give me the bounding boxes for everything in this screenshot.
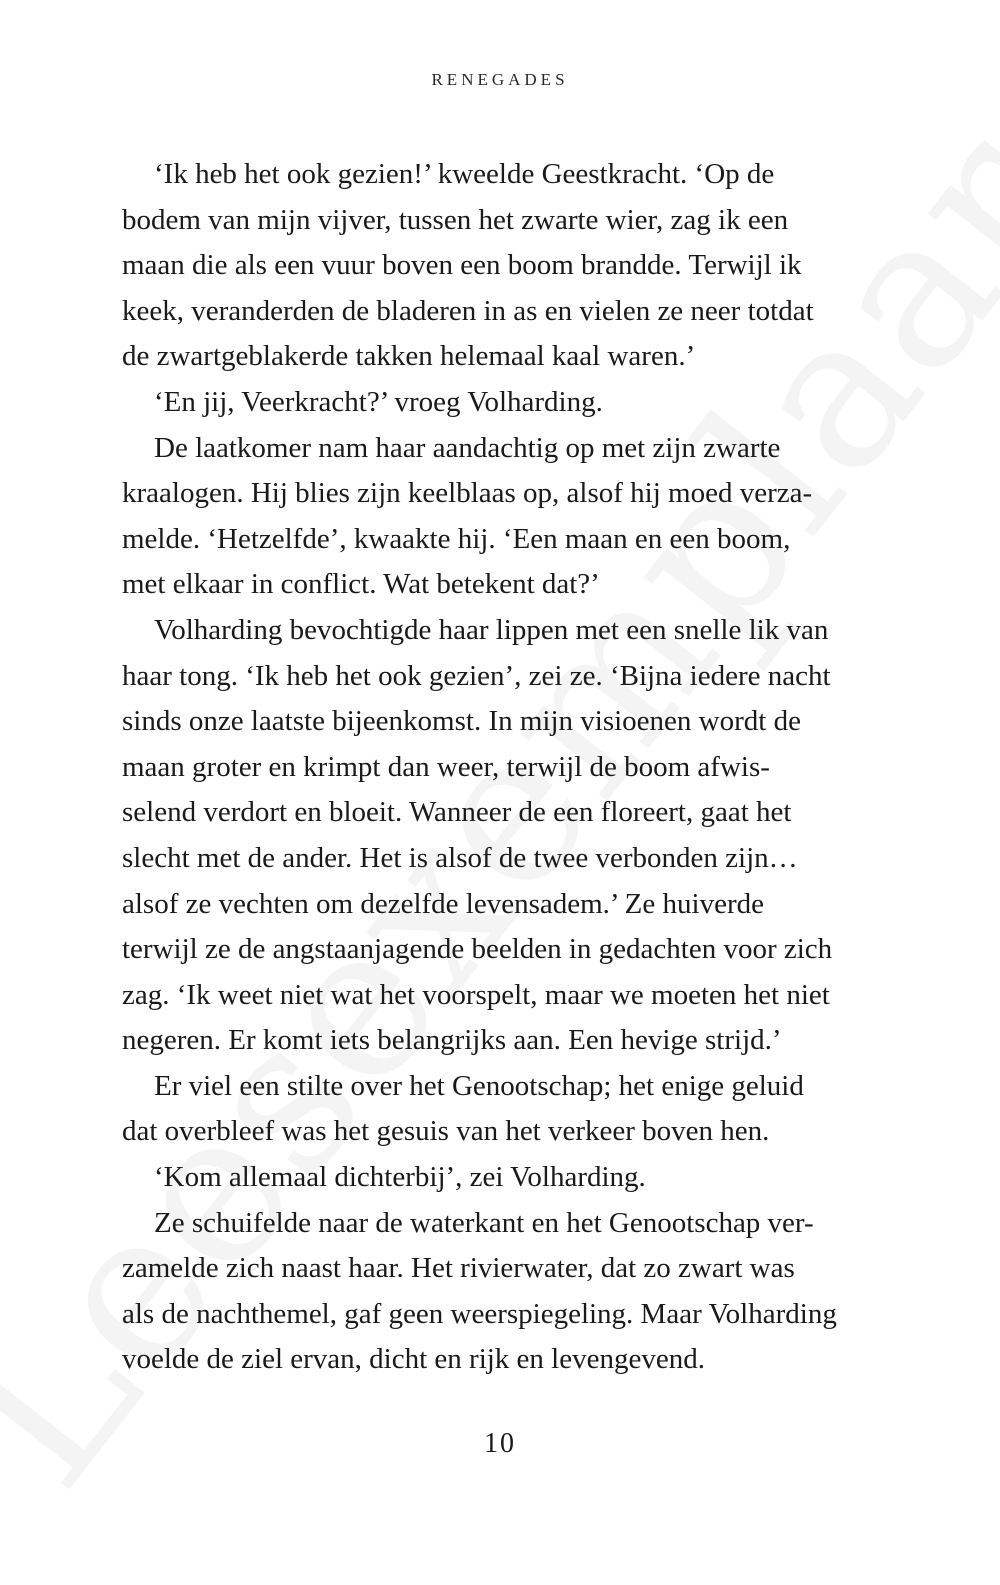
text-line: maan die als een vuur boven een boom brandde. Terwijl ik (122, 249, 802, 282)
text-line: slecht met de ander. Het is alsof de twee verbonden zijn… (122, 841, 798, 874)
text-line: ‘Kom allemaal dichterbij’, zei Volharding. (154, 1161, 646, 1194)
text-line: De laatkomer nam haar aandachtig op met zijn zwarte (154, 431, 781, 464)
text-line: keek, veranderden de bladeren in as en vielen ze neer totdat (122, 294, 814, 327)
text-line: de zwartgeblakerde takken helemaal kaal waren.’ (122, 340, 696, 373)
text-line: zag. ‘Ik weet niet wat het voorspelt, maar we moeten het niet (122, 978, 830, 1011)
text-line: bodem van mijn vijver, tussen het zwarte wier, zag ik een (122, 203, 789, 236)
text-line: kraalogen. Hij blies zijn keelblaas op, alsof hij moed verza- (122, 477, 813, 510)
text-line: terwijl ze de angstaanjagende beelden in gedachten voor zich (122, 933, 833, 966)
text-line: selend verdort en bloeit. Wanneer de een floreert, gaat het (122, 796, 792, 829)
text-line: als de nachthemel, gaf geen weerspiegeling. Maar Volharding (122, 1297, 837, 1330)
text-line: Ze schuifelde naar de waterkant en het Genootschap ver- (154, 1206, 814, 1239)
page-number: 10 (484, 1428, 516, 1459)
body-text (122, 152, 858, 1383)
text-line: Volharding bevochtigde haar lippen met een snelle lik van (154, 613, 829, 646)
text-line: ‘En jij, Veerkracht?’ vroeg Volharding. (154, 385, 603, 418)
text-line: ‘Ik heb het ook gezien!’ kweelde Geestkracht. ‘Op de (154, 158, 775, 190)
text-line: melde. ‘Hetzelfde’, kwaakte hij. ‘Een maan en een boom, (122, 522, 791, 555)
text-line: maan groter en krimpt dan weer, terwijl de boom afwis- (122, 750, 770, 783)
text-line: Er viel een stilte over het Genootschap; het enige geluid (154, 1069, 804, 1102)
text-line: dat overbleef was het gesuis van het verkeer boven hen. (122, 1115, 770, 1148)
running-head: RENEGADES (431, 70, 569, 89)
text-line: sinds onze laatste bijeenkomst. In mijn visioenen wordt de (122, 705, 801, 738)
text-line: met elkaar in conflict. Wat betekent dat?’ (122, 568, 600, 601)
text-line: voelde de ziel ervan, dicht en rijk en levengevend. (122, 1343, 705, 1376)
text-line: zamelde zich naast haar. Het rivierwater, dat zo zwart was (122, 1252, 795, 1285)
text-line: alsof ze vechten om dezelfde levensadem.’ Ze huiverde (122, 887, 764, 920)
text-line: haar tong. ‘Ik heb het ook gezien’, zei ze. ‘Bijna iedere nacht (122, 659, 831, 692)
text-line: negeren. Er komt iets belangrijks aan. Een hevige strijd.’ (122, 1024, 782, 1057)
